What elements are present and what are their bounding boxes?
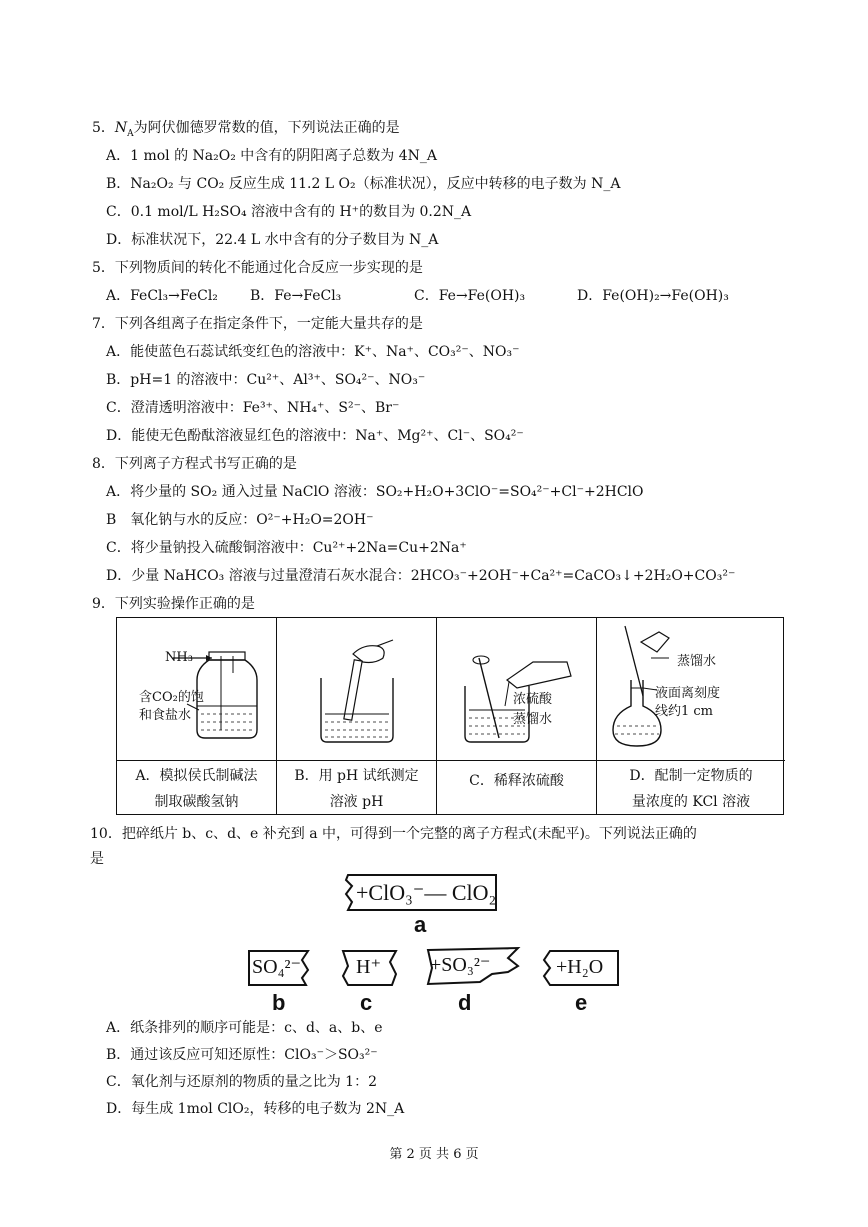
q7-option-b: B．pH=1 的溶液中：Cu²⁺、Al³⁺、SO₄²⁻、NO₃⁻ — [106, 372, 426, 388]
strip-c-text: H⁺ — [356, 956, 381, 978]
experiment-cell-c — [437, 618, 597, 814]
q5-stem: 5．$N_A$为阿伏伽德罗常数的值，下列说法正确的是 — [92, 120, 400, 139]
q5-option-c: C．0.1 mol/L H₂SO₄ 溶液中含有的 H⁺的数目为 0.2N_A — [106, 204, 472, 220]
q10-stem-line2: 是 — [90, 851, 104, 867]
q10-option-c: C．氧化剂与还原剂的物质的量之比为 1：2 — [106, 1074, 377, 1090]
distilled-water-label-d: 蒸馏水 — [677, 654, 717, 669]
strip-b-letter: b — [272, 990, 286, 1015]
strip-e-text: +H₂O — [556, 956, 604, 978]
q7-stem: 7．下列各组离子在指定条件下，一定能大量共存的是 — [92, 316, 423, 332]
strip-b-text: SO₄²⁻ — [252, 956, 302, 978]
q8-option-b: B 氧化钠与水的反应：O²⁻+H₂O=2OH⁻ — [106, 512, 374, 528]
strip-d-letter: d — [458, 990, 472, 1015]
q7-option-a: A．能使蓝色石蕊试纸变红色的溶液中：K⁺、Na⁺、CO₃²⁻、NO₃⁻ — [106, 344, 520, 360]
experiment-cell-b — [277, 618, 437, 814]
q6-options — [0, 287, 868, 305]
q10-stem-line1: 10．把碎纸片 b、c、d、e 补充到 a 中，可得到一个完整的离子方程式(未配平)。下列说法正确的 — [90, 826, 697, 842]
experiment-table — [116, 617, 784, 815]
q8-stem: 8．下列离子方程式书写正确的是 — [92, 456, 297, 472]
q6-option-b: B．Fe→FeCl₃ — [250, 288, 342, 304]
mark-distance-label-2: 线约1 cm — [655, 704, 714, 719]
q10-option-d: D．每生成 1mol ClO₂，转移的电子数为 2N_A — [106, 1101, 405, 1117]
experiment-cell-a — [117, 618, 277, 814]
caption-c: C．稀释浓硫酸 — [469, 773, 564, 789]
conc-sulfuric-label: 浓硫酸 — [513, 692, 553, 707]
strip-d-text: +SO₃²⁻ — [430, 954, 491, 976]
page-footer: 第 2 页 共 6 页 — [389, 1147, 479, 1162]
caption-a: A．模拟侯氏制碱法 制取碳酸氢钠 — [135, 768, 258, 810]
q5-option-a: A．1 mol 的 Na₂O₂ 中含有的阴阳离子总数为 4N_A — [106, 148, 438, 164]
q8-option-c: C．将少量钠投入硫酸铜溶液中：Cu²⁺+2Na=Cu+2Na⁺ — [106, 540, 467, 556]
q6-stem: 5．下列物质间的转化不能通过化合反应一步实现的是 — [92, 260, 423, 276]
q7-option-c: C．澄清透明溶液中：Fe³⁺、NH₄⁺、S²⁻、Br⁻ — [106, 400, 400, 416]
strip-e-letter: e — [575, 990, 588, 1015]
distilled-water-label-c: 蒸馏水 — [513, 712, 553, 727]
q5-option-d: D．标准状况下，22.4 L 水中含有的分子数目为 N_A — [106, 232, 439, 248]
mark-distance-label-1: 液面离刻度 — [655, 686, 721, 701]
strip-c-letter: c — [360, 990, 373, 1015]
nh3-label: NH₃ — [165, 650, 193, 665]
caption-d: D．配制一定物质的 量浓度的 KCl 溶液 — [629, 768, 753, 810]
q9-stem: 9．下列实验操作正确的是 — [92, 596, 255, 612]
co2-solution-label-1: 含CO₂的饱 — [139, 690, 204, 705]
strip-a-letter: a — [414, 912, 427, 937]
co2-solution-label-2: 和食盐水 — [139, 708, 192, 723]
q5-option-b: B．Na₂O₂ 与 CO₂ 反应生成 11.2 L O₂（标准状况），反应中转移的电子数为 N_A — [106, 176, 621, 192]
q10-option-a: A．纸条排列的顺序可能是：c、d、a、b、e — [106, 1020, 383, 1036]
caption-b: B．用 pH 试纸测定 溶液 pH — [294, 768, 419, 810]
q8-option-d: D．少量 NaHCO₃ 溶液与过量澄清石灰水混合：2HCO₃⁻+2OH⁻+Ca²⁺=CaCO₃↓+2H₂O+CO₃²⁻ — [106, 568, 736, 584]
q6-option-a: A．FeCl₃→FeCl₂ — [106, 288, 218, 304]
q7-option-d: D．能使无色酚酞溶液显红色的溶液中：Na⁺、Mg²⁺、Cl⁻、SO₄²⁻ — [106, 428, 524, 444]
q6-option-c: C．Fe→Fe(OH)₃ — [414, 288, 526, 304]
q8-option-a: A．将少量的 SO₂ 通入过量 NaClO 溶液：SO₂+H₂O+3ClO⁻=SO₄²⁻+Cl⁻+2HClO — [106, 484, 644, 500]
strip-a-text: +ClO₃⁻— ClO₂ — [356, 880, 497, 905]
ph-test-illustration — [277, 618, 437, 758]
experiment-cell-d — [597, 618, 785, 814]
q10-option-b: B．通过该反应可知还原性：ClO₃⁻＞SO₃²⁻ — [106, 1047, 378, 1063]
q6-option-d: D．Fe(OH)₂→Fe(OH)₃ — [577, 288, 729, 304]
